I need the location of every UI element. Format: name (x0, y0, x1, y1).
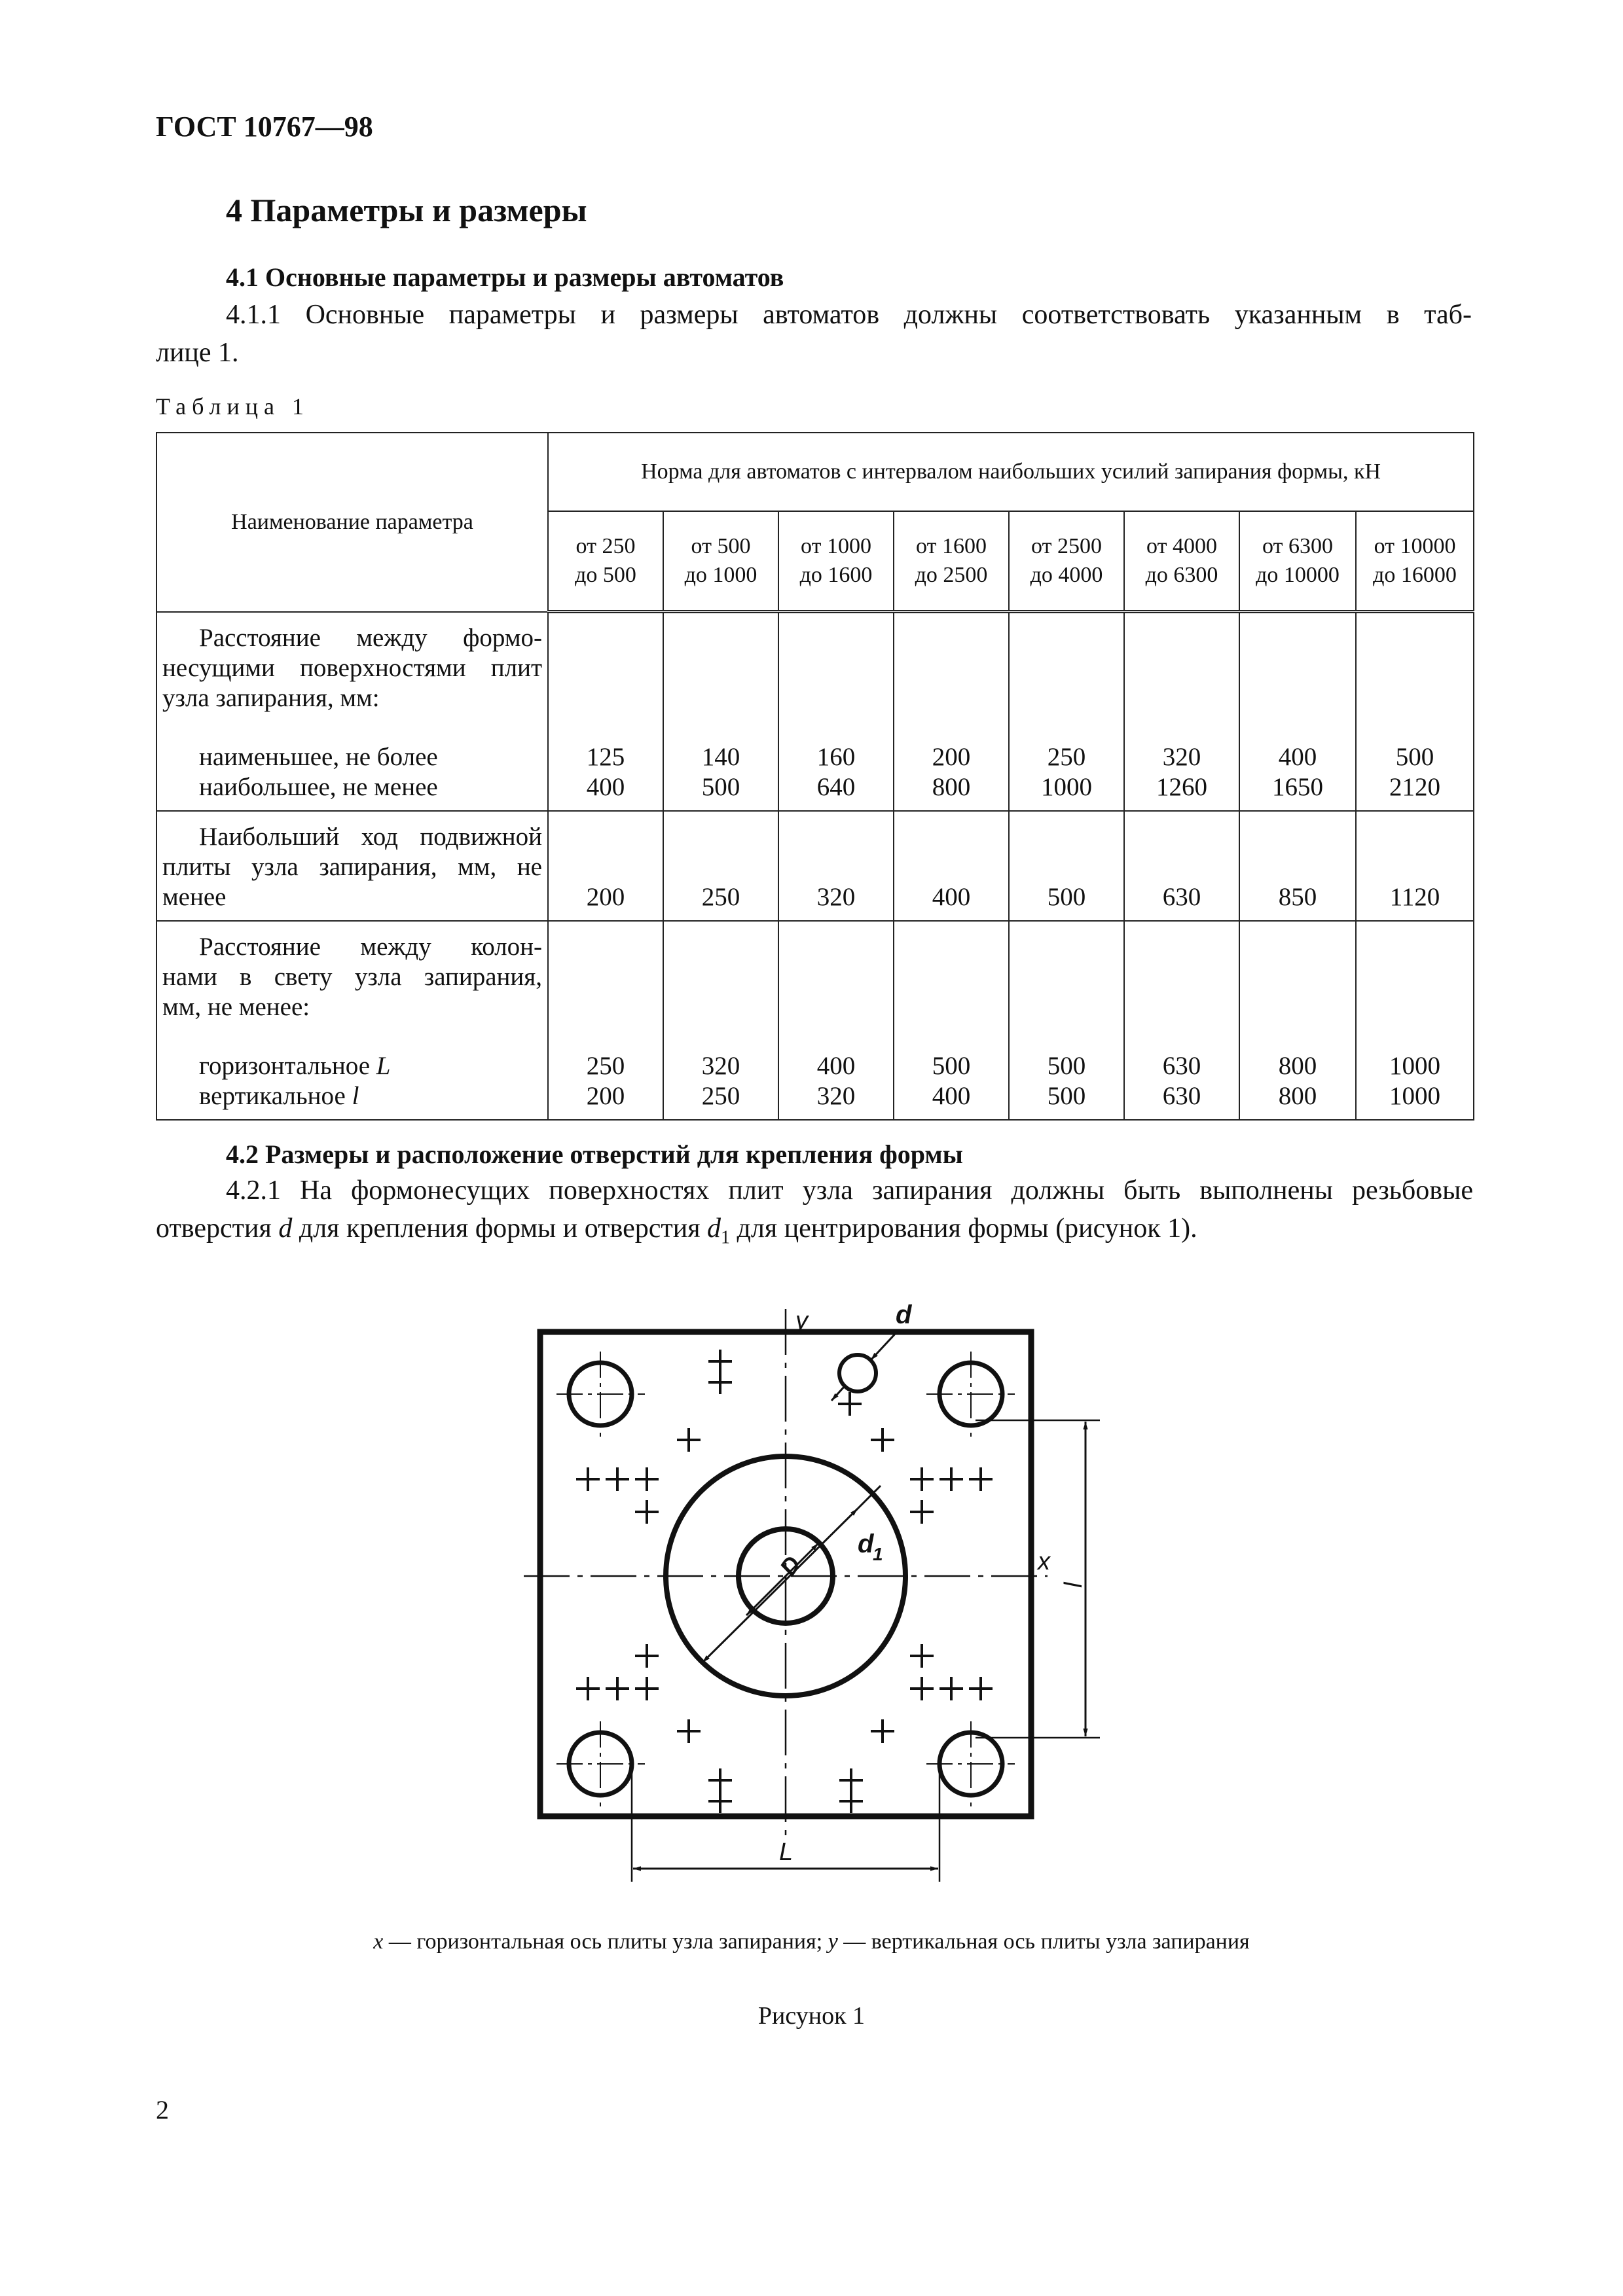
range-header: от 4000 до 6300 (1124, 511, 1239, 612)
table-caption: Таблица 1 (156, 393, 310, 420)
cross-mark (969, 1677, 993, 1700)
value-cell: 400 1650 (1239, 612, 1356, 811)
paragraph-line: отверстия d для крепления формы и отверстия $d_1$ для центрирования формы (рисунок 1). (156, 1213, 1197, 1248)
param-name-cell: Наибольший ход подвижной плиты узла запирания, мм, не менее (156, 811, 548, 921)
value-cell: 630 630 (1124, 921, 1239, 1120)
corner-hole-tl (556, 1352, 645, 1437)
label-D: D (774, 1551, 807, 1581)
value-cell: 800 800 (1239, 921, 1356, 1120)
cross-mark (606, 1467, 629, 1491)
norm-header: Норма для автоматов с интервалом наибольших усилий запирания формы, кН (548, 433, 1474, 511)
value-cell: 400 320 (778, 921, 894, 1120)
value-cell: 500 2120 (1356, 612, 1474, 811)
param-name-header: Наименование параметра (156, 433, 548, 612)
cross-mark (839, 1789, 863, 1813)
cross-mark (708, 1350, 732, 1373)
subsection-title-4-2: 4.2 Размеры и расположение отверстий для крепления формы (226, 1139, 963, 1169)
value-cell: 200 (548, 811, 663, 921)
label-x: x (1038, 1548, 1050, 1575)
cross-mark (910, 1677, 934, 1700)
value-cell: 250 (663, 811, 778, 921)
range-header: от 6300 до 10000 (1239, 511, 1356, 612)
label-y: y (795, 1307, 808, 1335)
document-id: ГОСТ 10767—98 (156, 111, 373, 143)
cross-mark (838, 1392, 862, 1416)
value-cell: 140 500 (663, 612, 778, 811)
value-cell: 400 (894, 811, 1009, 921)
paragraph-line: 4.2.1 На формонесущих поверхностях плит узла запирания должны быть выполнены резьбовые (226, 1175, 1473, 1206)
cross-mark (635, 1644, 659, 1668)
cross-mark (576, 1677, 600, 1700)
value-cell: 320 1260 (1124, 612, 1239, 811)
label-L: L (779, 1839, 793, 1866)
cross-mark (708, 1789, 732, 1813)
value-cell: 500 500 (1009, 921, 1124, 1120)
cross-mark (969, 1467, 993, 1491)
figure-caption: Рисунок 1 (757, 2002, 866, 2030)
figure-legend: x — горизонтальная ось плиты узла запирания; y — вертикальная ось плиты узла запирания (373, 1929, 1250, 1954)
cross-mark (635, 1467, 659, 1491)
cross-mark (939, 1467, 963, 1491)
value-cell: 200 800 (894, 612, 1009, 811)
param-name-cell: Расстояние между формо- несущими поверхностями плит узла запирания, мм: наименьшее, не более наибольшее, не менее (156, 612, 548, 811)
value-cell: 500 400 (894, 921, 1009, 1120)
value-cell: 1000 1000 (1356, 921, 1474, 1120)
cross-mark (677, 1719, 701, 1743)
subsection-title-4-1: 4.1 Основные параметры и размеры автоматов (226, 262, 784, 292)
cross-mark (606, 1677, 629, 1700)
label-d1-sub: 1 (873, 1544, 883, 1564)
cross-mark (708, 1768, 732, 1792)
range-header: от 500 до 1000 (663, 511, 778, 612)
label-l: l (1060, 1582, 1087, 1588)
cross-mark (635, 1500, 659, 1524)
cross-mark (910, 1500, 934, 1524)
value-cell: 1120 (1356, 811, 1474, 921)
page-number: 2 (156, 2095, 169, 2125)
value-cell: 850 (1239, 811, 1356, 921)
cross-mark (839, 1768, 863, 1792)
range-header: от 250 до 500 (548, 511, 663, 612)
cross-mark (871, 1719, 894, 1743)
cross-mark (871, 1428, 894, 1452)
param-name-cell: Расстояние между колон- нами в свету узла запирания, мм, не менее: горизонтальное L вертикальное l (156, 921, 548, 1120)
paragraph-line: лице 1. (156, 338, 239, 368)
value-cell: 160 640 (778, 612, 894, 811)
cross-mark (677, 1428, 701, 1452)
range-header: от 10000 до 16000 (1356, 511, 1474, 612)
range-header: от 2500 до 4000 (1009, 511, 1124, 612)
cross-mark (910, 1467, 934, 1491)
cross-mark (576, 1467, 600, 1491)
corner-hole-tr (926, 1352, 1015, 1437)
label-d: d (896, 1300, 912, 1329)
paragraph-line: 4.1.1 Основные параметры и размеры автоматов должны соответствовать указанным в таб- (226, 300, 1472, 330)
cross-mark (708, 1371, 732, 1394)
range-header: от 1600 до 2500 (894, 511, 1009, 612)
cross-mark (910, 1644, 934, 1668)
section-title: 4 Параметры и размеры (226, 192, 587, 228)
label-d1: d (858, 1530, 874, 1558)
range-header: от 1000 до 1600 (778, 511, 894, 612)
cross-mark (939, 1677, 963, 1700)
d-leader-2 (831, 1386, 845, 1401)
d-leader (871, 1332, 897, 1360)
value-cell: 250 1000 (1009, 612, 1124, 811)
value-cell: 630 (1124, 811, 1239, 921)
value-cell: 250 200 (548, 921, 663, 1120)
value-cell: 320 250 (663, 921, 778, 1120)
value-cell: 320 (778, 811, 894, 921)
cross-mark (635, 1677, 659, 1700)
value-cell: 500 (1009, 811, 1124, 921)
value-cell: 125 400 (548, 612, 663, 811)
threaded-hole-d (839, 1355, 876, 1391)
